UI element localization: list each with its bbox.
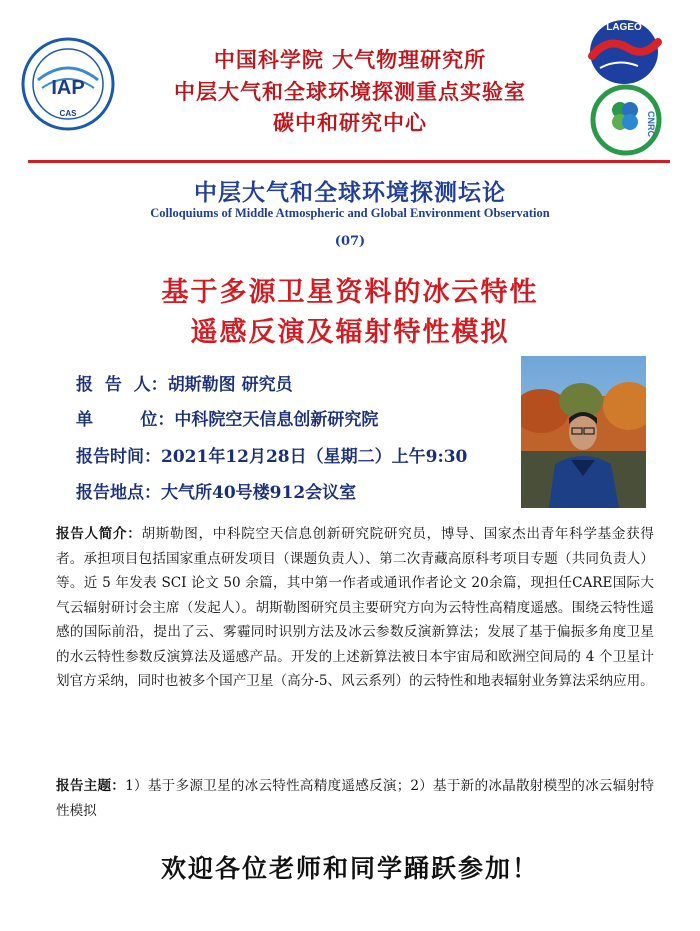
bio-label: 报告人简介： [56, 526, 142, 542]
speaker-photo [521, 356, 646, 508]
forum-issue-number: (07) [334, 234, 366, 249]
welcome-message: 欢迎各位老师和同学踊跃参加！ [160, 854, 539, 883]
time-value: 2021年12月28日（星期二）上午9:30 [161, 447, 468, 467]
info-unit [76, 405, 378, 430]
info-time [76, 442, 467, 467]
org-line-2: 中层大气和全球环境探测重点实验室 [174, 79, 526, 104]
talk-title-line-2: 遥感反演及辐射特性模拟 [190, 317, 510, 348]
place-label: 报告地点： [76, 483, 161, 503]
lageo-logo-text: LAGEO [606, 22, 642, 33]
header-divider [28, 160, 670, 163]
talk-topic [56, 774, 654, 823]
org-line-3: 碳中和研究中心 [273, 110, 427, 135]
bio-text: 胡斯勒图，中科院空天信息创新研究院研究员，博导、国家杰出青年科学基金获得者。承担项目包括国家重点研发项目（课题负责人）、第二次青藏高原科考项目专题（共同负责人）等。近 5 年发表 SCI 论文 50 余篇，其中第一作者或通讯作者论文 20余篇，现担任CARE国际大气云辐射研讨会主席（发起人）。胡斯勒图研究员主要研究方向为云特性高精度遥感。围绕云特性遥感的国际前沿，提出了云、雾霾同时识别方法及冰云参数反演新算法；发展了基于偏振多角度卫星的水云特性参数反演算法及遥感产品。开发的上述新算法被日本宇宙局和欧洲空间局的 4 个卫星计划官方采纳，同时也被多个国产卫星（高分-5、风云系列）的云特性和地表辐射业务算法采纳应用。 [56, 526, 655, 689]
org-line-1: 中国科学院 大气物理研究所 [213, 47, 487, 72]
place-value: 大气所40号楼912会议室 [161, 483, 357, 503]
unit-label: 单 位： [76, 410, 175, 430]
talk-title-line-1: 基于多源卫星资料的冰云特性 [161, 277, 539, 308]
speaker-bio [56, 522, 654, 694]
topic-text: 1）基于多源卫星的冰云特性高精度遥感反演；2）基于新的冰晶散射模型的冰云辐射特性模拟 [56, 778, 655, 819]
info-place [76, 478, 356, 503]
cnrc-logo-text: CNRC [646, 111, 656, 137]
iap-logo-text: IAP [51, 77, 85, 99]
unit-value: 中科院空天信息创新研究院 [174, 410, 379, 430]
forum-title-zh: 中层大气和全球环境探测坛论 [194, 179, 506, 206]
speaker-label: 报 告 人： [76, 375, 168, 395]
topic-label: 报告主题： [56, 778, 126, 794]
info-speaker [76, 370, 293, 395]
forum-title-en: Colloquiums of Middle Atmospheric and Global Environment Observation [150, 206, 550, 220]
iap-logo-sub: CAS [59, 109, 77, 118]
time-label: 报告时间： [76, 447, 161, 467]
speaker-value: 胡斯勒图 研究员 [167, 375, 293, 395]
